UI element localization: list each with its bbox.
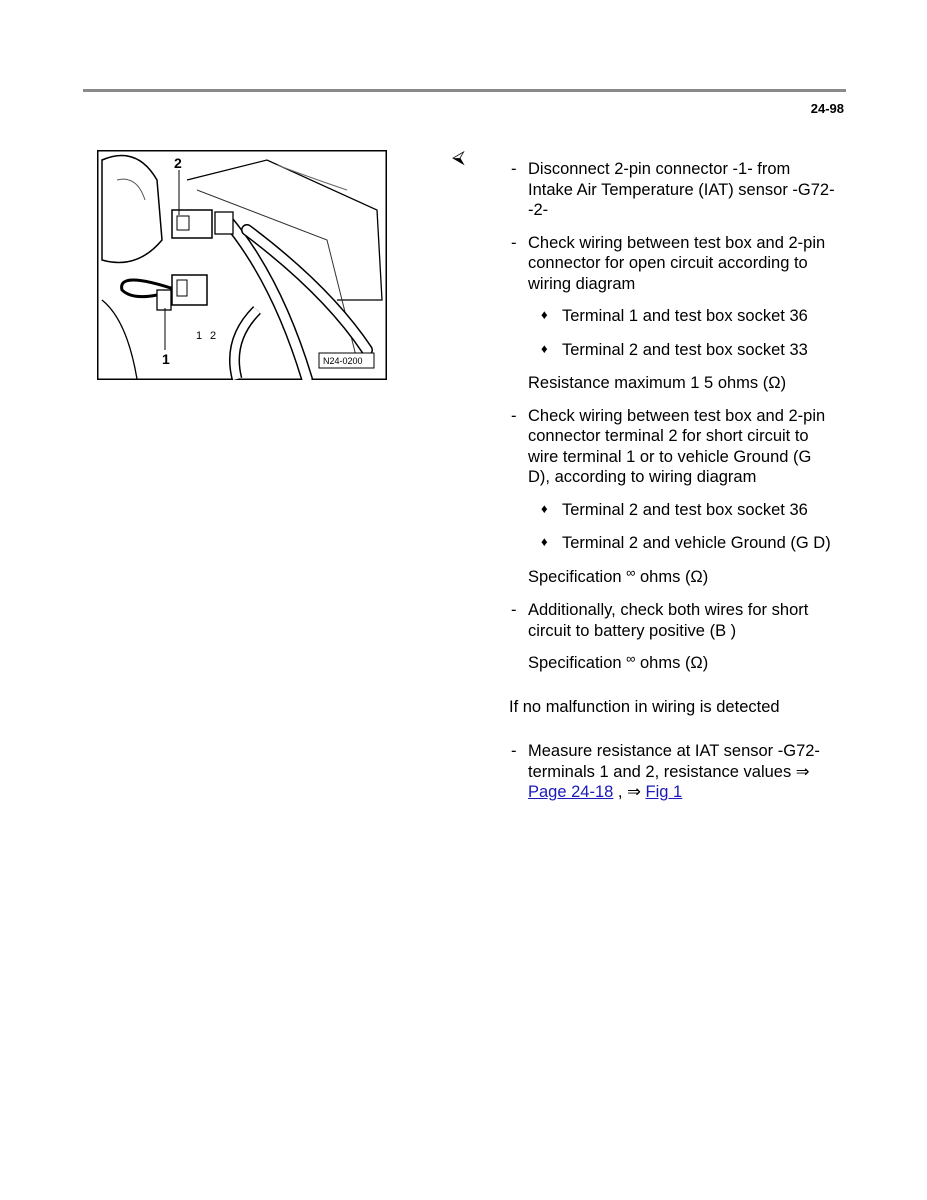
- figure-label-2: 2: [174, 155, 182, 171]
- procedure-content: [507, 159, 837, 815]
- step-4: [507, 600, 837, 641]
- infinity-symbol: ∞: [626, 651, 636, 666]
- header-rule: [83, 89, 846, 92]
- step-dash: -: [511, 742, 517, 760]
- step-dash: -: [511, 233, 517, 252]
- page-24-18-link[interactable]: Page 24-18: [528, 783, 614, 801]
- engine-connector-figure: [97, 150, 387, 380]
- step-4-text: Additionally, check both wires for short circuit to battery positive (B ): [528, 601, 809, 640]
- step-dash: -: [511, 601, 517, 619]
- step-2-bullet-2: ♦ Terminal 2 and test box socket 33: [541, 340, 808, 359]
- step-5-text: Measure resistance at IAT sensor -G72- terminals 1 and 2, resistance values ⇒: [528, 742, 820, 781]
- step-3-specification: Specification ∞ ohms (Ω): [528, 564, 709, 586]
- step-dash: -: [511, 406, 517, 425]
- step-1-text: Disconnect 2-pin connector -1- from Intake Air Temperature (IAT) sensor -G72- -2-: [528, 160, 835, 219]
- step-4-specification: Specification ∞ ohms (Ω): [528, 651, 709, 672]
- step-dash: -: [511, 160, 517, 178]
- step-3-bullet-1: ♦ Terminal 2 and test box socket 36: [541, 500, 808, 519]
- infinity-symbol: ∞: [626, 564, 636, 580]
- step-2: [507, 233, 837, 295]
- fig-1-link[interactable]: Fig 1: [645, 783, 683, 801]
- step-2-text: Check wiring between test box and 2-pin connector for open circuit according to wiring diagram: [528, 233, 826, 293]
- step-3-bullet-2: ♦ Terminal 2 and vehicle Ground (G D): [541, 534, 831, 552]
- step-2-bullet-1: ♦ Terminal 1 and test box socket 36: [541, 307, 808, 325]
- figure-pin-2: 2: [210, 330, 217, 342]
- diamond-bullet-icon: ♦: [541, 500, 548, 516]
- condition-note: If no malfunction in wiring is detected: [509, 697, 780, 716]
- figure-pin-1: 1: [196, 330, 203, 342]
- diamond-bullet-icon: ♦: [541, 534, 548, 549]
- figure-id: N24-0200: [323, 356, 363, 366]
- diamond-bullet-icon: ♦: [541, 307, 548, 322]
- figure-label-1: 1: [162, 351, 170, 367]
- diamond-bullet-icon: ♦: [541, 340, 548, 356]
- step-3-text: Check wiring between test box and 2-pin connector terminal 2 for short circuit to wire terminal 1 or to vehicle Ground (G D), according to wiring diagram: [528, 406, 826, 486]
- step-3: [507, 406, 837, 488]
- step-2-specification: Resistance maximum 1 5 ohms (Ω): [528, 374, 787, 392]
- page-number: 24-98: [810, 101, 844, 116]
- step-1: [507, 159, 837, 221]
- step-5: - Measure resistance at IAT sensor -G72- terminals 1 and 2, resistance values ⇒ Page 24-18 , ⇒ Fig 1: [511, 742, 820, 801]
- pointer-arrow-icon: ⮘: [452, 147, 465, 167]
